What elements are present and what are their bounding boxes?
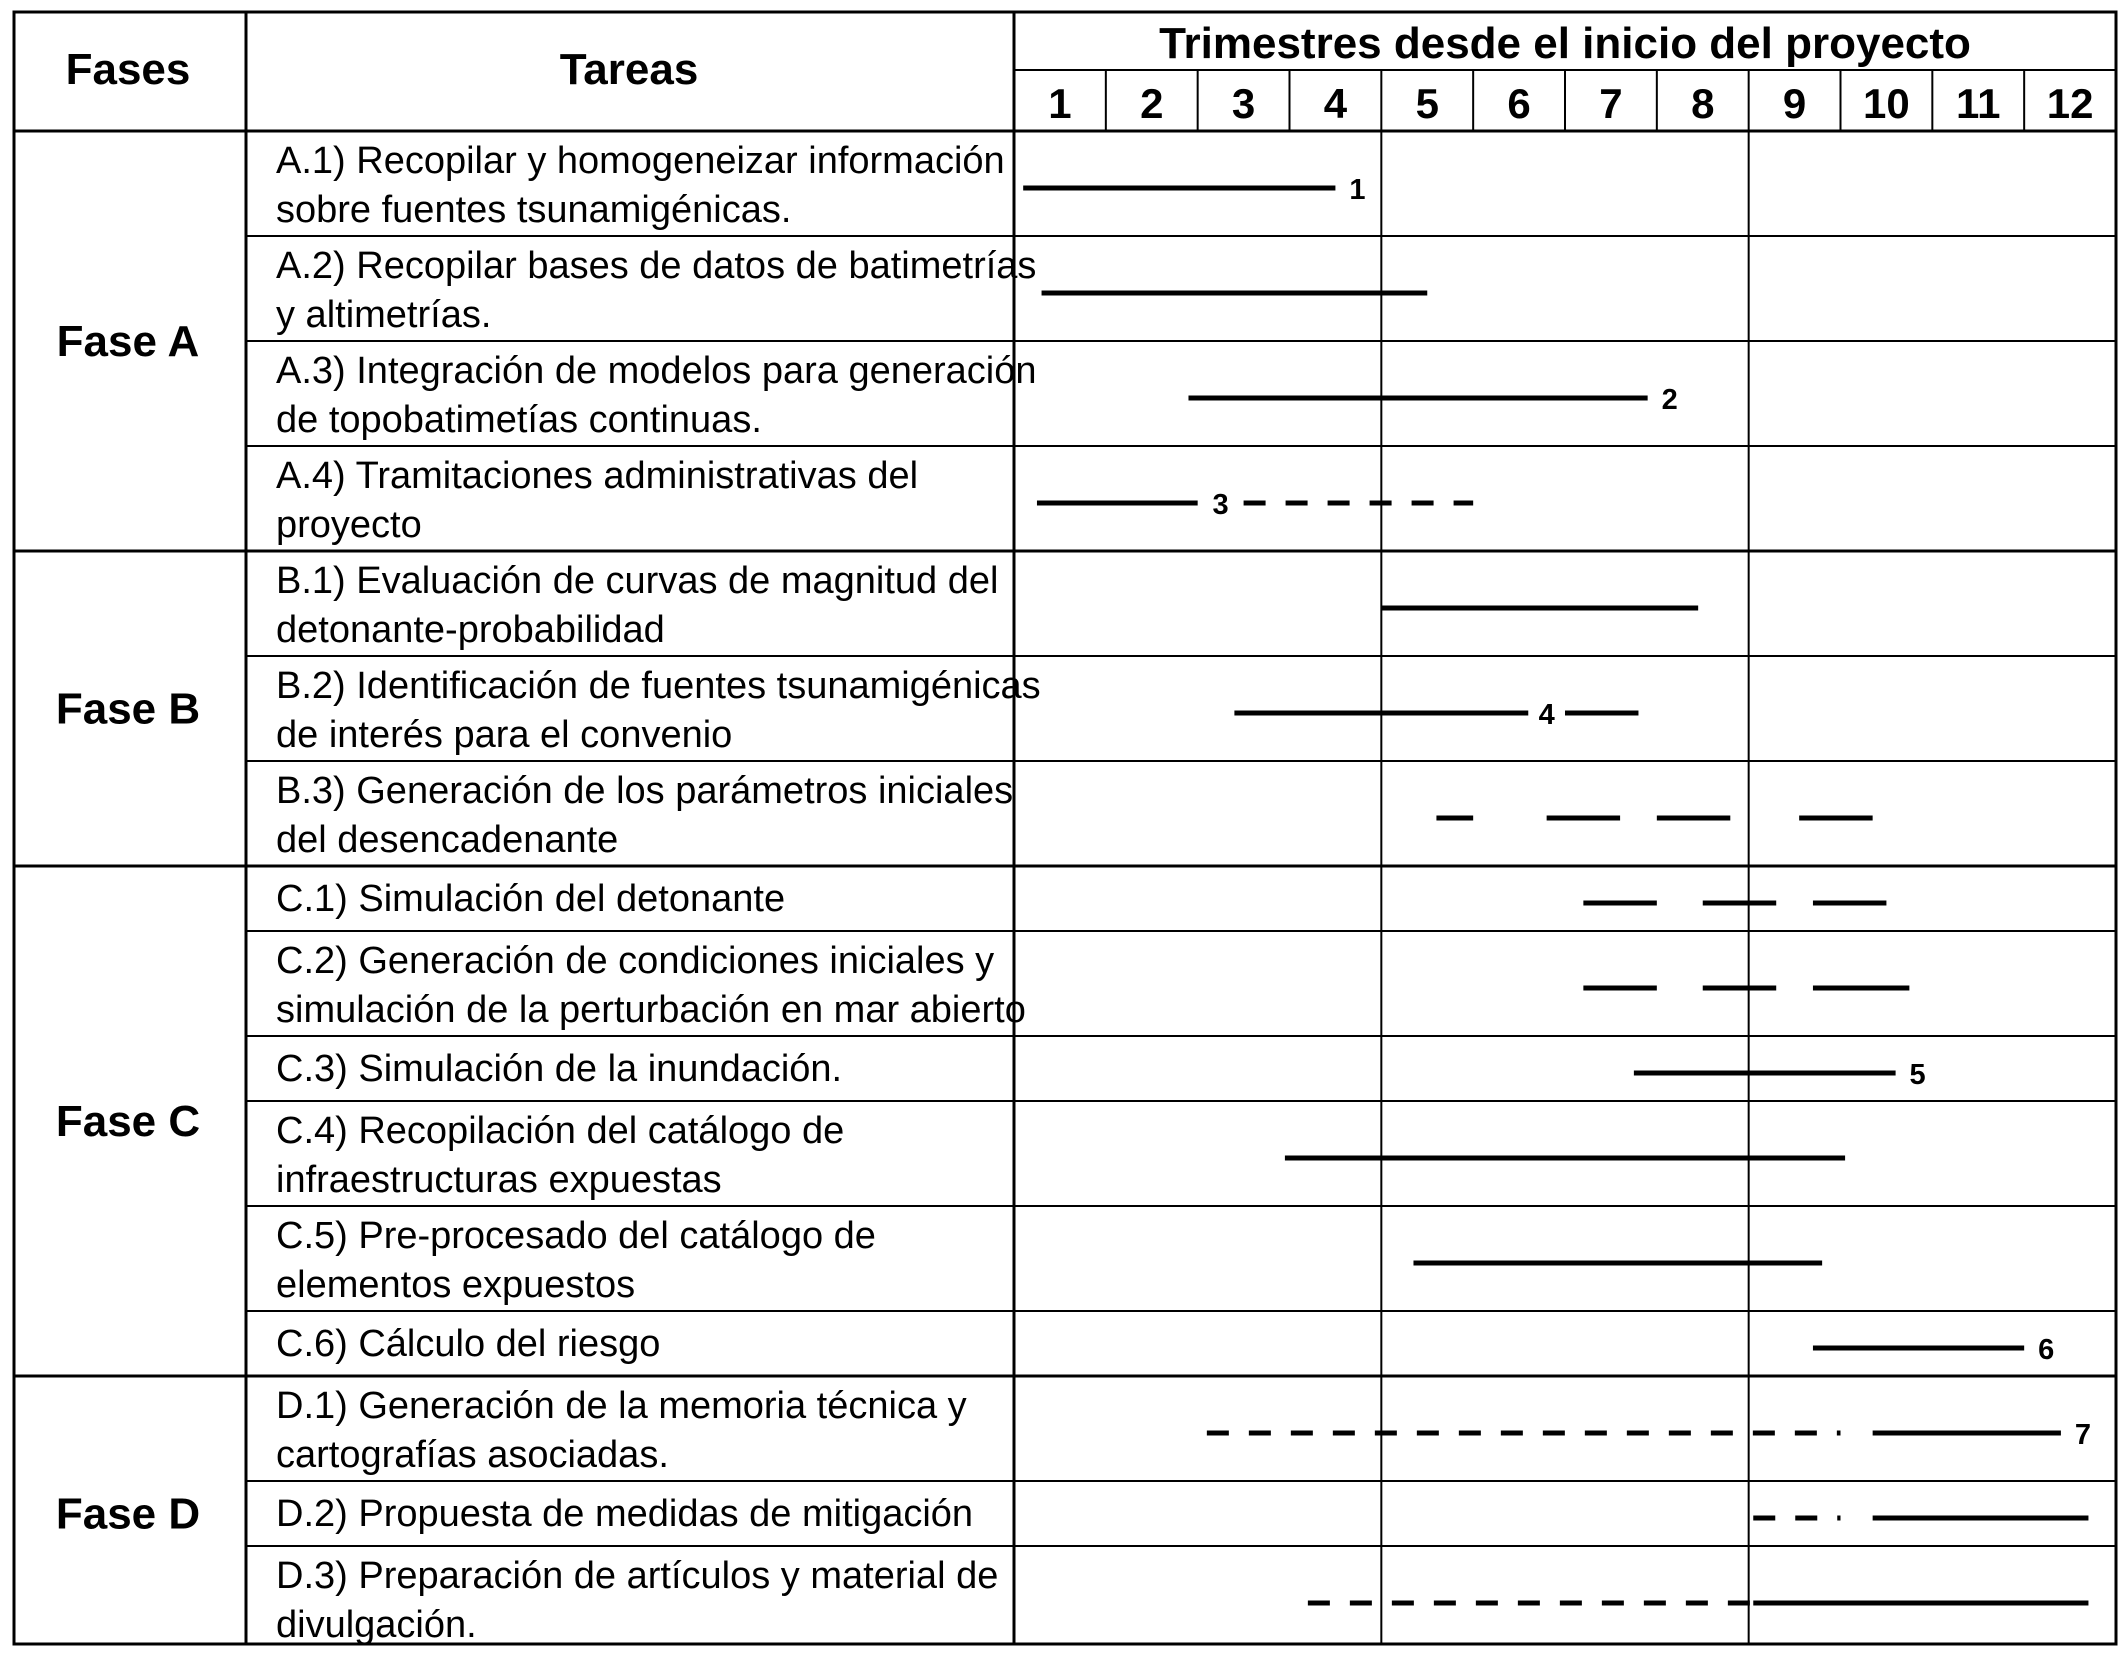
quarter-labels — [1048, 80, 2093, 127]
header-tasks: Tareas — [559, 45, 699, 94]
task-row — [276, 1385, 2091, 1476]
task-label-continued: proyecto — [276, 504, 422, 546]
task-label: D.2) Propuesta de medidas de mitigación — [276, 1493, 974, 1535]
task-label-continued: detonante-probabilidad — [276, 609, 665, 651]
task-label: D.3) Preparación de artículos y material de — [276, 1555, 999, 1597]
task-label: B.1) Evaluación de curvas de magnitud del — [276, 560, 999, 602]
task-label: C.6) Cálculo del riesgo — [276, 1323, 661, 1365]
task-row — [276, 350, 1678, 441]
task-label: C.5) Pre-procesado del catálogo de — [276, 1215, 876, 1257]
task-rows — [56, 140, 2091, 1646]
task-label: A.3) Integración de modelos para generación — [276, 350, 1037, 392]
task-label: C.3) Simulación de la inundación. — [276, 1048, 843, 1090]
task-label-continued: del desencadenante — [276, 819, 619, 861]
task-label: B.3) Generación de los parámetros iniciales — [276, 770, 1014, 812]
task-row — [276, 560, 1698, 651]
milestone-label: 5 — [1909, 1059, 1926, 1091]
task-label-continued: sobre fuentes tsunamigénicas. — [276, 189, 792, 231]
task-label-continued: infraestructuras expuestas — [276, 1159, 722, 1201]
task-row — [276, 665, 1638, 756]
task-label: C.4) Recopilación del catálogo de — [276, 1110, 845, 1152]
task-label-continued: divulgación. — [276, 1604, 477, 1646]
quarter-label: 4 — [1323, 80, 1348, 127]
phase-label: Fase B — [55, 684, 201, 734]
task-row — [276, 940, 1909, 1031]
quarter-label: 3 — [1231, 80, 1256, 127]
task-label: A.4) Tramitaciones administrativas del — [276, 455, 919, 497]
task-row — [276, 1323, 2054, 1366]
task-label: C.1) Simulación del detonante — [276, 878, 786, 920]
quarter-label: 1 — [1048, 80, 1072, 127]
task-row — [276, 770, 1873, 861]
task-label-continued: de topobatimetías continuas. — [276, 399, 762, 441]
task-row — [276, 140, 1365, 231]
task-row — [276, 1215, 1822, 1306]
task-label: D.1) Generación de la memoria técnica y — [276, 1385, 967, 1427]
quarter-label: 11 — [1956, 80, 2001, 127]
milestone-label: 2 — [1661, 384, 1678, 416]
quarter-label: 6 — [1507, 80, 1531, 127]
header-timeline: Trimestres desde el inicio del proyecto — [1159, 19, 1971, 68]
phase-label: Fase C — [55, 1097, 201, 1146]
phase-label: Fase D — [55, 1489, 201, 1539]
task-label: B.2) Identificación de fuentes tsunamigénicas — [276, 665, 1041, 707]
task-label-continued: simulación de la perturbación en mar abierto — [276, 989, 1026, 1031]
milestone-label: 3 — [1212, 489, 1229, 521]
header-phases: Fases — [65, 45, 191, 94]
task-row — [276, 245, 1427, 336]
quarter-label: 8 — [1691, 80, 1715, 127]
task-row — [276, 878, 1886, 920]
task-label-continued: cartografías asociadas. — [276, 1434, 669, 1476]
task-label-continued: de interés para el convenio — [276, 714, 733, 756]
task-row — [276, 1110, 1845, 1201]
task-row — [276, 1555, 2088, 1646]
task-row — [276, 1048, 1926, 1091]
phase-label: Fase A — [56, 317, 200, 366]
quarter-label: 9 — [1782, 80, 1807, 127]
milestone-label: 6 — [2038, 1334, 2055, 1366]
task-label: A.1) Recopilar y homogeneizar información — [276, 140, 1005, 182]
quarter-label: 12 — [2046, 80, 2094, 127]
milestone-label: 7 — [2074, 1419, 2091, 1451]
task-row — [276, 1493, 2088, 1535]
quarter-label: 2 — [1140, 80, 1164, 127]
task-row — [276, 455, 1473, 546]
milestone-label: 4 — [1538, 699, 1555, 731]
task-label-continued: elementos expuestos — [276, 1264, 636, 1306]
quarter-label: 10 — [1863, 80, 1910, 127]
quarter-label: 7 — [1599, 80, 1623, 127]
task-label: A.2) Recopilar bases de datos de batimetrías — [276, 245, 1037, 287]
header — [66, 19, 1971, 94]
task-label-continued: y altimetrías. — [276, 294, 492, 336]
task-label: C.2) Generación de condiciones iniciales y — [276, 940, 995, 982]
quarter-label: 5 — [1415, 80, 1439, 127]
milestone-label: 1 — [1349, 174, 1366, 206]
